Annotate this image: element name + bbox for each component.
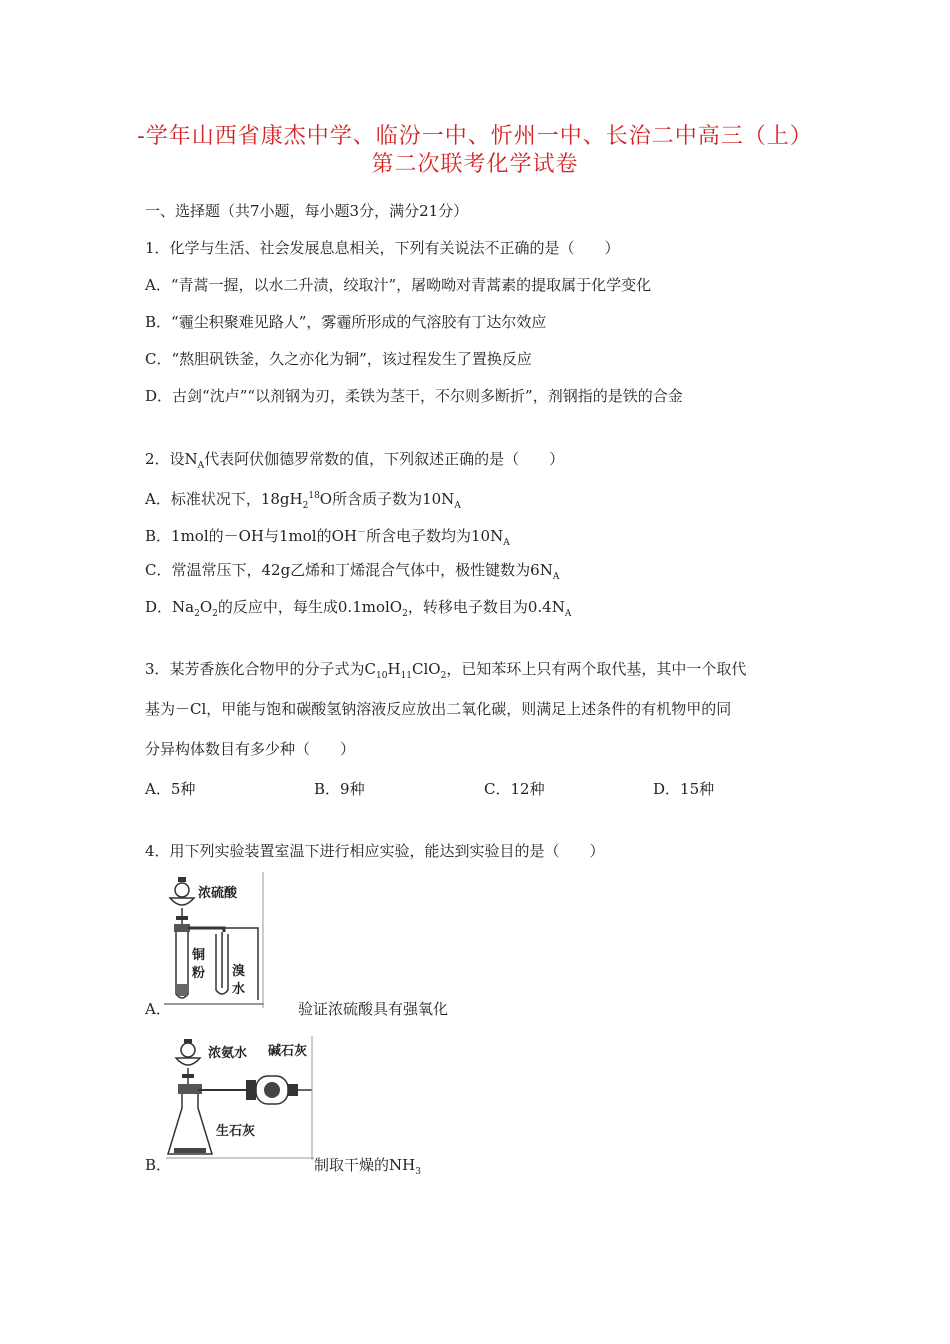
- label-copper: 铜: [192, 948, 206, 963]
- q1-option-b: B．“霾尘积聚难见路人”，雾霾所形成的气溶胶有丁达尔效应: [145, 313, 547, 331]
- label-soda-lime: 碱石灰: [268, 1044, 308, 1059]
- q2-option-b: B．1mol的－OH与1mol的OH－所含电子数均为$10N_A$: [145, 527, 510, 548]
- q2-stem: 2．设$N_A$代表阿伏伽德罗常数的值，下列叙述正确的是（ ）: [145, 450, 565, 471]
- exam-title-line1: -学年山西省康杰中学、临汾一中、忻州一中、长治二中高三（上）: [137, 124, 813, 149]
- q4-option-b-letter: B．: [145, 1156, 172, 1174]
- label-bromine: 溴: [232, 964, 246, 979]
- apparatus-figure-a: [164, 872, 264, 1008]
- label-conc-ammonia: 浓氨水: [208, 1046, 248, 1061]
- label-powder: 粉: [192, 966, 206, 981]
- q1-option-d: D．古剑“沈卢”“以剂钢为刃，柔铁为茎干，不尔则多断折”，剂钢指的是铁的合金: [145, 387, 683, 405]
- section-heading: 一、选择题（共7小题，每小题3分，满分21分）: [145, 202, 469, 220]
- q3-option-c: C．12种: [484, 780, 545, 798]
- q4-option-a-letter: A．: [145, 1000, 171, 1018]
- exam-title-line2: 第二次联考化学试卷: [371, 152, 579, 177]
- q4-option-a-text: 验证浓硫酸具有强氧化: [298, 1000, 449, 1018]
- label-water: 水: [232, 982, 246, 997]
- q4-stem: 4．用下列实验装置室温下进行相应实验，能达到实验目的是（ ）: [145, 842, 605, 860]
- q1-stem: 1．化学与生活、社会发展息息相关，下列有关说法不正确的是（ ）: [145, 239, 620, 257]
- q2-option-a: A．标准状况下，$18gH_2^{18}O$所含质子数为$10N_A$: [145, 490, 461, 511]
- q3-option-d: D．15种: [653, 780, 715, 798]
- q3-option-b: B．9种: [314, 780, 365, 798]
- q2-option-c: C．常温常压下，42g乙烯和丁烯混合气体中，极性键数为$6N_A$: [145, 561, 560, 582]
- label-quicklime: 生石灰: [216, 1124, 256, 1139]
- label-conc-sulfuric-acid: 浓硫酸: [198, 886, 238, 901]
- q2-option-d: D．$Na_2O_2$的反应中，每生成0.1molO$_2$，转移电子数目为$0.4N_A$: [145, 598, 572, 619]
- q4-option-b-text: 制取干燥的$NH_3$: [314, 1156, 421, 1177]
- q1-option-a: A．“青蒿一握，以水二升渍，绞取汁”，屠呦呦对青蒿素的提取属于化学变化: [145, 276, 652, 294]
- q1-option-c: C．“熬胆矾铁釜，久之亦化为铜”，该过程发生了置换反应: [145, 350, 532, 368]
- q3-stem-line3: 分异构体数目有多少种（ ）: [145, 740, 356, 758]
- q3-stem-line1: 3．某芳香族化合物甲的分子式为$C_{10}H_{11}ClO_2$，已知苯环上只有两个取代基，其中一个取代: [145, 660, 747, 681]
- q3-stem-line2: 基为－Cl，甲能与饱和碳酸氢钠溶液反应放出二氧化碳，则满足上述条件的有机物甲的同: [145, 700, 732, 718]
- q3-option-a: A．5种: [145, 780, 196, 798]
- apparatus-figure-b: [166, 1036, 314, 1160]
